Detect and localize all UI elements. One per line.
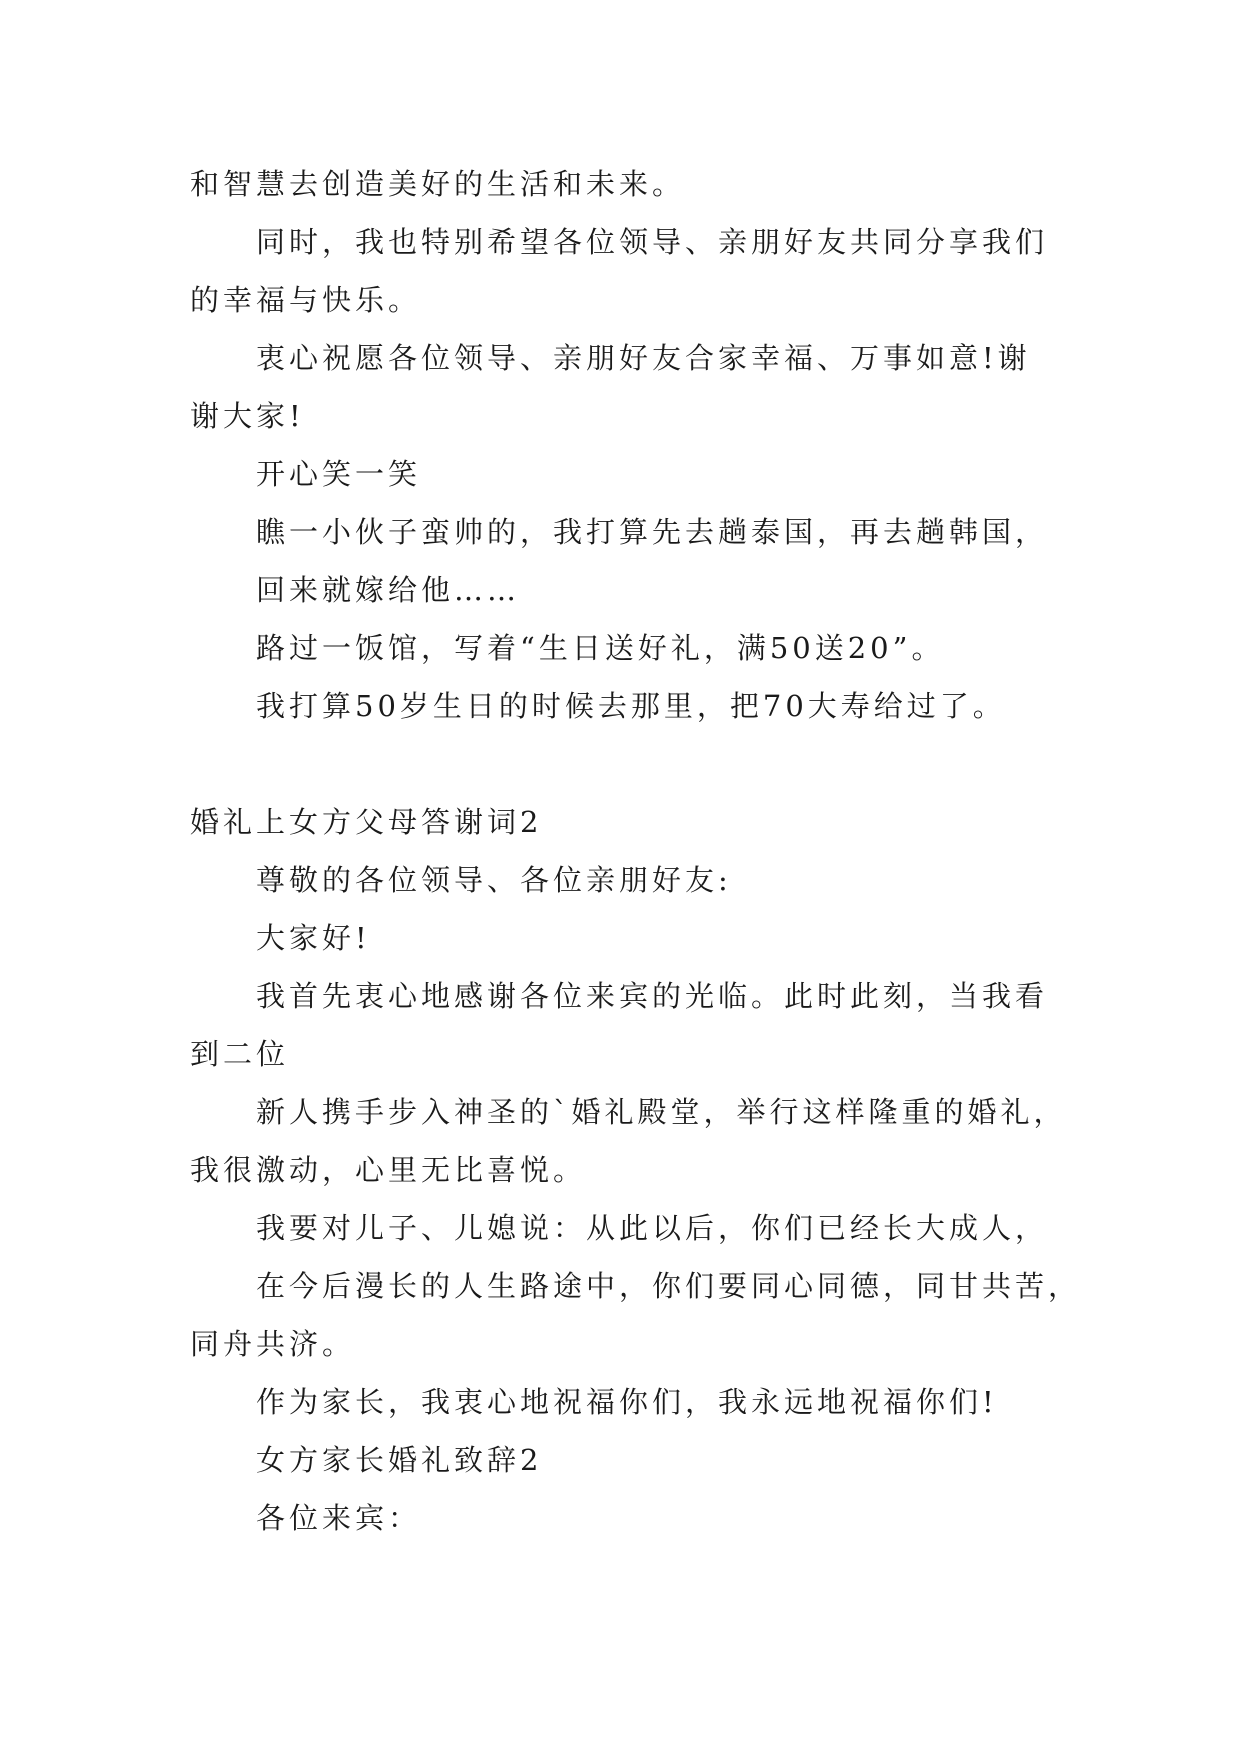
text-line: 谢大家!: [190, 399, 305, 433]
text-line: 同时，我也特别希望各位领导、亲朋好友共同分享我们: [256, 225, 1049, 259]
section-heading: 女方家长婚礼致辞2: [256, 1443, 543, 1477]
text-line: 和智慧去创造美好的生活和未来。: [190, 167, 686, 201]
text-line: 的幸福与快乐。: [190, 283, 422, 317]
text-line: 我要对儿子、儿媳说：从此以后，你们已经长大成人，: [256, 1211, 1049, 1245]
text-line: 尊敬的各位领导、各位亲朋好友:: [256, 863, 732, 897]
text-line: 瞧一小伙子蛮帅的，我打算先去趟泰国，再去趟韩国，: [256, 515, 1049, 549]
text-line: 到二位: [190, 1037, 290, 1071]
text-line: 我首先衷心地感谢各位来宾的光临。此时此刻，当我看: [256, 979, 1049, 1013]
text-line: 在今后漫长的人生路途中，你们要同心同德，同甘共苦，: [256, 1269, 1082, 1303]
section-heading: 婚礼上女方父母答谢词2: [190, 805, 543, 839]
text-line: 同舟共济。: [190, 1327, 356, 1361]
text-line: 大家好!: [256, 921, 371, 955]
section-heading: 开心笑一笑: [256, 457, 422, 491]
text-line: 回来就嫁给他……: [256, 573, 521, 607]
text-line: 新人携手步入神圣的`婚礼殿堂，举行这样隆重的婚礼，: [256, 1095, 1067, 1129]
text-line: 各位来宾：: [256, 1501, 422, 1535]
text-line: 我打算50岁生日的时候去那里，把70大寿给过了。: [256, 689, 1006, 723]
text-line: 路过一饭馆，写着“生日送好礼，满50送20”。: [256, 631, 945, 665]
text-line: 作为家长，我衷心地祝福你们，我永远地祝福你们!: [256, 1385, 998, 1419]
text-line: 我很激动，心里无比喜悦。: [190, 1153, 587, 1187]
text-line: 衷心祝愿各位领导、亲朋好友合家幸福、万事如意!谢: [256, 341, 1031, 375]
